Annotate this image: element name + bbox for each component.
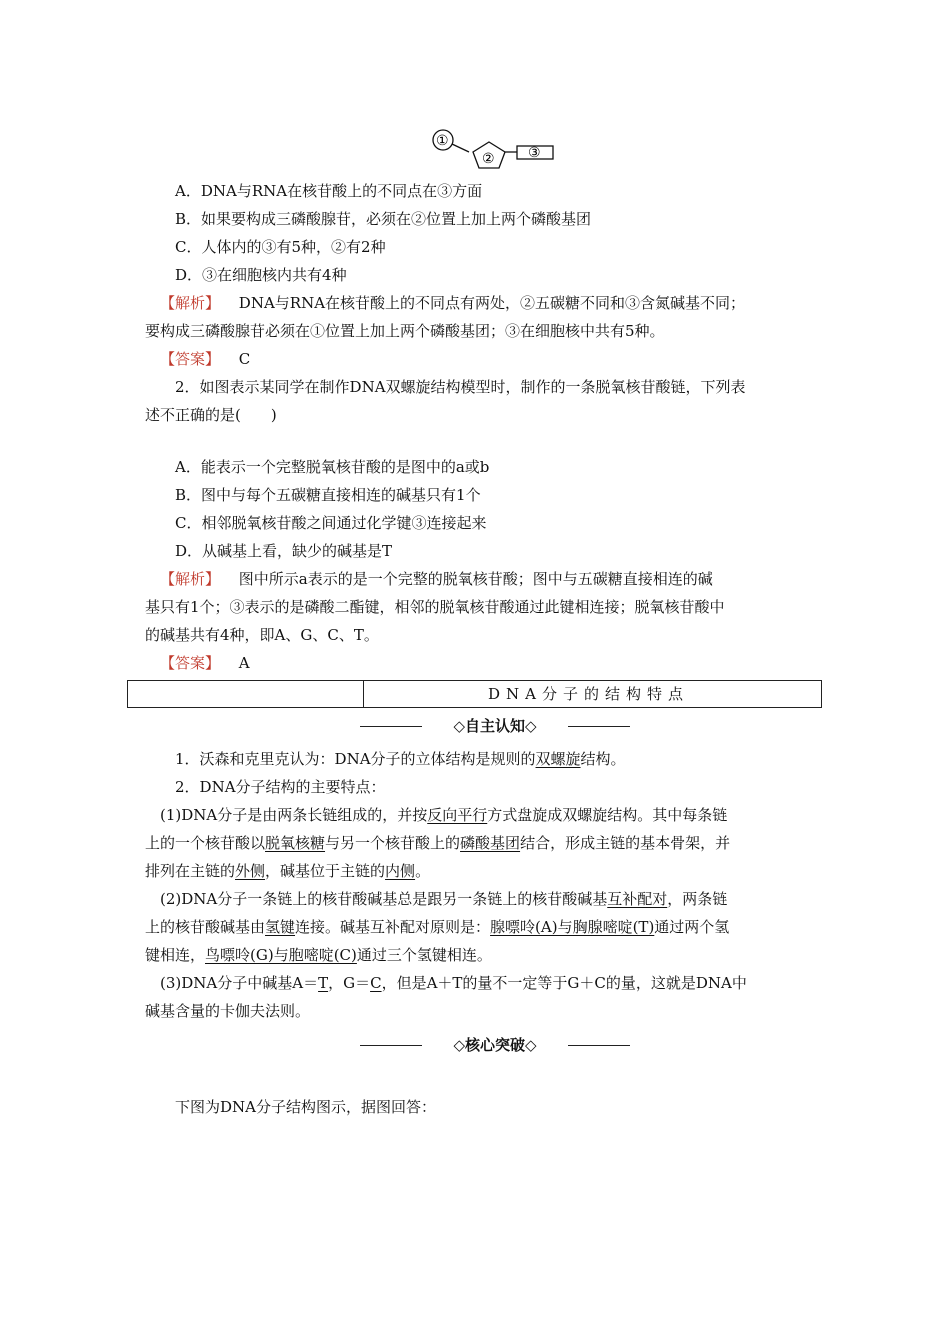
table-divider <box>363 681 364 707</box>
answer-value: C <box>238 350 251 368</box>
blank-answer: 双螺旋 <box>535 750 581 768</box>
q2-stem-line2: 述不正确的是( ) <box>145 406 277 424</box>
q2-analysis-line3: 的碱基共有4种，即A、G、C、T。 <box>145 626 379 644</box>
q1-analysis-line2: 要构成三磷酸腺苷必须在①位置上加上两个磷酸基团；③在细胞核中共有5种。 <box>145 322 665 340</box>
s1-p4-line1: (2)DNA分子一条链上的核苷酸碱基总是跟另一条链上的核苷酸碱基互补配对，两条链 <box>160 890 728 908</box>
q2-option-d: D．从碱基上看，缺少的碱基是T <box>175 542 393 560</box>
label-sugar: ② <box>482 151 495 167</box>
q1-option-c: C．人体内的③有5种，②有2种 <box>175 238 386 256</box>
blank-answer: 脱氧核糖 <box>265 834 326 852</box>
analysis-text: 图中所示a表示的是一个完整的脱氧核苷酸；图中与五碳糖直接相连的碱 <box>238 570 713 588</box>
q2-analysis-line2: 基只有1个；③表示的是磷酸二酯键，相邻的脱氧核苷酸通过此键相连接；脱氧核苷酸中 <box>145 598 725 616</box>
q1-option-d: D．③在细胞核内共有4种 <box>175 266 347 284</box>
blank-answer: T <box>318 974 329 992</box>
blank-answer: 磷酸基团 <box>460 834 521 852</box>
q2-option-c: C．相邻脱氧核苷酸之间通过化学键③连接起来 <box>175 514 487 532</box>
label-phosphate: ① <box>436 133 449 149</box>
blank-answer: 互补配对 <box>607 890 668 908</box>
s1-p3-line2: 上的一个核苷酸以脱氧核糖与另一个核苷酸上的磷酸基团结合，形成主链的基本骨架，并 <box>145 834 731 852</box>
analysis-tag: 【解析】 <box>160 570 221 588</box>
s1-p5-line2: 碱基含量的卡伽夫法则。 <box>145 1002 311 1020</box>
q2-analysis-line1 <box>160 568 713 590</box>
s1-p4-line3: 键相连，鸟嘌呤(G)与胞嘧啶(C)通过三个氢键相连。 <box>145 946 492 964</box>
blank-answer: 外侧 <box>235 862 266 880</box>
analysis-tag: 【解析】 <box>160 294 221 312</box>
nucleotide-diagram <box>425 124 560 170</box>
section-title-core-breakthrough <box>360 1034 630 1056</box>
s1-point2: 2．DNA分子结构的主要特点： <box>175 778 386 796</box>
label-base: ③ <box>528 145 541 161</box>
section-heading-table <box>127 680 822 708</box>
q1-analysis-line1 <box>160 292 745 314</box>
table-heading-text: DNA分子的结构特点 <box>488 685 689 703</box>
title-rule-left <box>360 1045 422 1046</box>
s1-p5-line1: (3)DNA分子中碱基A＝T，G＝C，但是A＋T的量不一定等于G＋C的量，这就是DNA中 <box>160 974 747 992</box>
blank-answer: 鸟嘌呤(G)与胞嘧啶(C) <box>205 946 357 964</box>
q2-stem-line1: 2．如图表示某同学在制作DNA双螺旋结构模型时，制作的一条脱氧核苷酸链，下列表 <box>175 378 746 396</box>
analysis-text: DNA与RNA在核苷酸上的不同点有两处，②五碳糖不同和③含氮碱基不同； <box>238 294 746 312</box>
blank-answer: 反向平行 <box>427 806 488 824</box>
q2-option-a: A．能表示一个完整脱氧核苷酸的是图中的a或b <box>175 458 490 476</box>
s1-p3-line3: 排列在主链的外侧，碱基位于主链的内侧。 <box>145 862 431 880</box>
title-rule-left <box>360 726 422 727</box>
q2-option-b: B．图中与每个五碳糖直接相连的碱基只有1个 <box>175 486 481 504</box>
title-rule-right <box>568 1045 630 1046</box>
blank-answer: 内侧 <box>385 862 416 880</box>
q1-option-a: A．DNA与RNA在核苷酸上的不同点在③方面 <box>175 182 483 200</box>
s2-intro: 下图为DNA分子结构图示，据图回答： <box>175 1098 436 1116</box>
q1-answer <box>160 348 250 370</box>
section-title-text: ◇自主认知◇ <box>453 717 537 735</box>
q1-option-b: B．如果要构成三磷酸腺苷，必须在②位置上加上两个磷酸基团 <box>175 210 592 228</box>
blank-answer: C <box>370 974 382 992</box>
blank-answer: 腺嘌呤(A)与胸腺嘧啶(T) <box>490 918 655 936</box>
title-rule-right <box>568 726 630 727</box>
section-title-text: ◇核心突破◇ <box>453 1036 537 1054</box>
s1-point1: 1．沃森和克里克认为：DNA分子的立体结构是规则的双螺旋结构。 <box>175 750 626 768</box>
answer-tag: 【答案】 <box>160 350 221 368</box>
blank-answer: 氢键 <box>265 918 296 936</box>
s1-p3-line1: (1)DNA分子是由两条长链组成的，并按反向平行方式盘旋成双螺旋结构。其中每条链 <box>160 806 728 824</box>
section-title-self-study <box>360 715 630 737</box>
q2-answer <box>160 652 250 674</box>
answer-value: A <box>238 654 250 672</box>
answer-tag: 【答案】 <box>160 654 221 672</box>
s1-p4-line2: 上的核苷酸碱基由氢键连接。碱基互补配对原则是：腺嘌呤(A)与胸腺嘧啶(T)通过两个氢 <box>145 918 730 936</box>
